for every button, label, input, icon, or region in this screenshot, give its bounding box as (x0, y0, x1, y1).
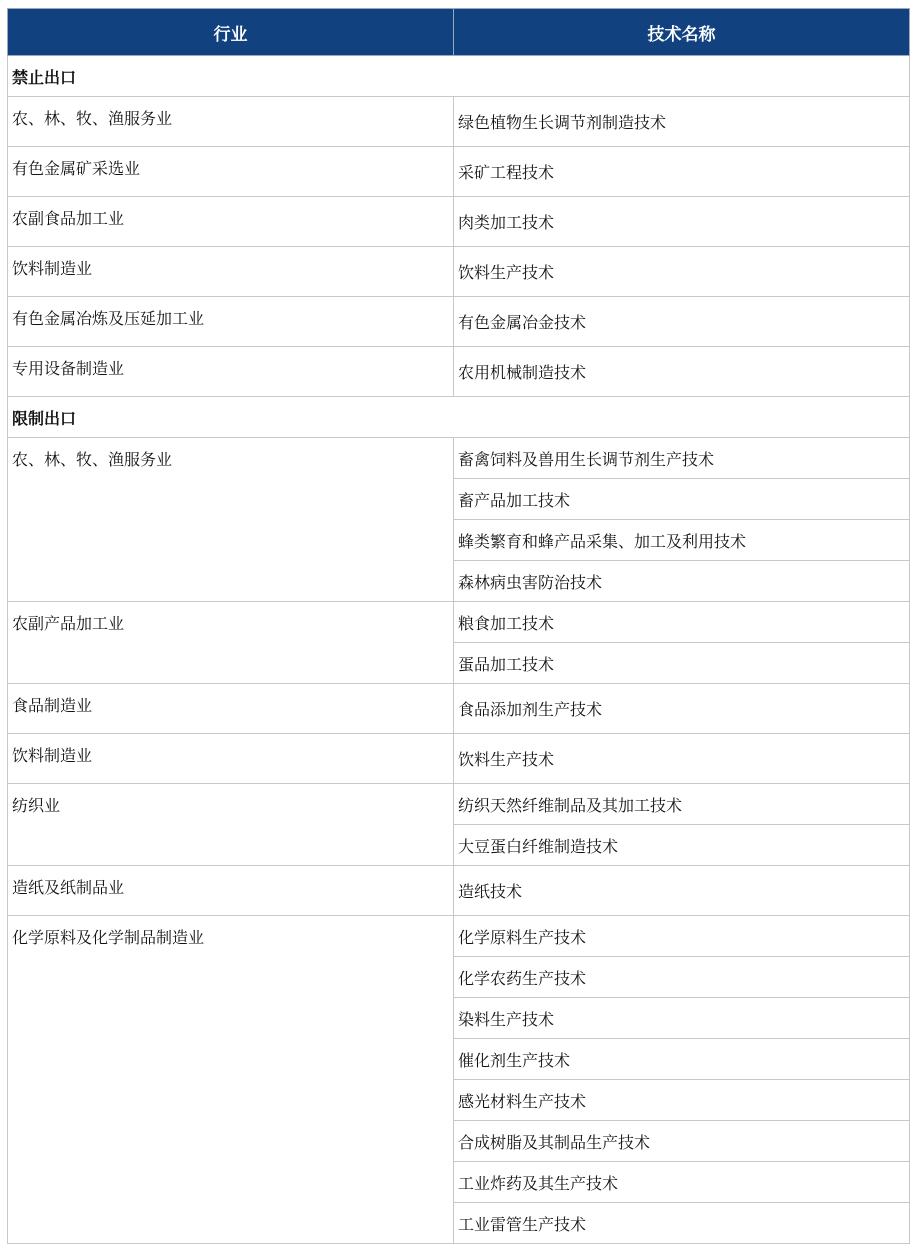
industry-cell: 纺织业 (8, 784, 454, 866)
table-row (8, 784, 910, 825)
industry-cell: 农、林、牧、渔服务业 (8, 97, 454, 147)
table-row (8, 684, 910, 734)
technology-cell: 蛋品加工技术 (454, 643, 910, 684)
technology-cell: 蜂类繁育和蜂产品采集、加工及利用技术 (454, 520, 910, 561)
industry-cell: 饮料制造业 (8, 734, 454, 784)
technology-cell: 食品添加剂生产技术 (454, 684, 910, 734)
industry-cell: 食品制造业 (8, 684, 454, 734)
industry-cell: 农副产品加工业 (8, 602, 454, 684)
section-row (8, 56, 910, 97)
table-row (8, 297, 910, 347)
technology-cell: 造纸技术 (454, 866, 910, 916)
technology-cell: 工业炸药及其生产技术 (454, 1162, 910, 1203)
table-row (8, 97, 910, 147)
section-title: 禁止出口 (8, 56, 910, 97)
table-row (8, 347, 910, 397)
table-row (8, 602, 910, 643)
industry-cell: 化学原料及化学制品制造业 (8, 916, 454, 1244)
header-row (8, 9, 910, 56)
technology-cell: 畜产品加工技术 (454, 479, 910, 520)
technology-cell: 饮料生产技术 (454, 734, 910, 784)
table-row (8, 247, 910, 297)
technology-column-header: 技术名称 (454, 9, 910, 56)
industry-cell: 农、林、牧、渔服务业 (8, 438, 454, 602)
technology-cell: 合成树脂及其制品生产技术 (454, 1121, 910, 1162)
table-row (8, 438, 910, 479)
technology-cell: 肉类加工技术 (454, 197, 910, 247)
technology-cell: 染料生产技术 (454, 998, 910, 1039)
section-title: 限制出口 (8, 397, 910, 438)
technology-cell: 粮食加工技术 (454, 602, 910, 643)
table-body (8, 56, 910, 1244)
industry-cell: 专用设备制造业 (8, 347, 454, 397)
industry-column-header: 行业 (8, 9, 454, 56)
table-row (8, 197, 910, 247)
table-row (8, 147, 910, 197)
technology-export-table (7, 8, 910, 1244)
table-row (8, 734, 910, 784)
industry-cell: 有色金属矿采选业 (8, 147, 454, 197)
industry-cell: 饮料制造业 (8, 247, 454, 297)
industry-cell: 农副食品加工业 (8, 197, 454, 247)
technology-cell: 化学原料生产技术 (454, 916, 910, 957)
technology-cell: 农用机械制造技术 (454, 347, 910, 397)
technology-cell: 感光材料生产技术 (454, 1080, 910, 1121)
technology-cell: 森林病虫害防治技术 (454, 561, 910, 602)
technology-cell: 纺织天然纤维制品及其加工技术 (454, 784, 910, 825)
technology-cell: 催化剂生产技术 (454, 1039, 910, 1080)
technology-cell: 工业雷管生产技术 (454, 1203, 910, 1244)
table-row (8, 866, 910, 916)
technology-cell: 采矿工程技术 (454, 147, 910, 197)
technology-cell: 畜禽饲料及兽用生长调节剂生产技术 (454, 438, 910, 479)
technology-cell: 绿色植物生长调节剂制造技术 (454, 97, 910, 147)
technology-cell: 化学农药生产技术 (454, 957, 910, 998)
section-row (8, 397, 910, 438)
table-row (8, 916, 910, 957)
technology-cell: 大豆蛋白纤维制造技术 (454, 825, 910, 866)
technology-cell: 饮料生产技术 (454, 247, 910, 297)
industry-cell: 造纸及纸制品业 (8, 866, 454, 916)
technology-cell: 有色金属冶金技术 (454, 297, 910, 347)
industry-cell: 有色金属冶炼及压延加工业 (8, 297, 454, 347)
